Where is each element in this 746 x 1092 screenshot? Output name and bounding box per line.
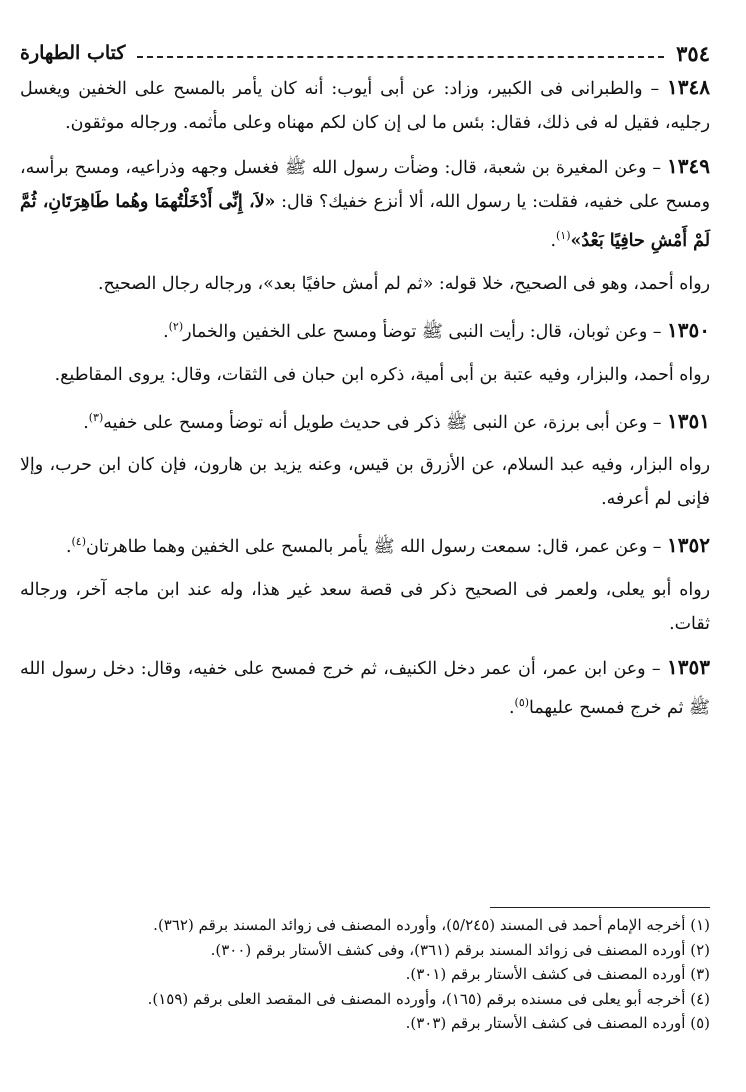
paragraph-text: – والطبرانى فى الكبير، وزاد: عن أبى أيوب: أنه كان يأمر بالمسح على الخفين ويغسل رجليه، فقيل له فى ذلك، فقال: بئس ما لى إن كان لكم مهناه وعلى مأثمه. ورجاله موثقون.	[20, 79, 710, 133]
commentary-paragraph	[20, 358, 710, 392]
paragraph-end: .	[83, 412, 89, 433]
footnote-2: (٢) أورده المصنف فى زوائد المسند برقم (٣٦١)، وفى كشف الأستار برقم (٣٠٠).	[210, 940, 710, 959]
paragraph-text: – وعن ابن عمر، أن عمر دخل الكنيف، ثم خرج فمسح على خفيه، وقال: دخل رسول الله ﷺ ثم خرج فمسح عليهما	[20, 659, 710, 718]
header-rule	[137, 56, 664, 58]
hadith-number: ١٣٥٣	[667, 655, 710, 680]
paragraph-text: رواه البزار، وفيه عبد السلام، عن الأزرق بن قيس، وعنه يزيد بن هارون، فإن كان ابن حرب، وإلا فإنى لم أعرفه.	[20, 455, 710, 510]
prophetic-quote: «لاَ، إِنِّى أَدْخَلْتُهمَا وهُما طَاهِرَتَانِ، ثُمَّ لَمْ أَمْشِ حافِيًا بَعْدُ»	[20, 192, 710, 251]
hadith-paragraph-1353	[20, 650, 710, 725]
footnote-5: (٥) أورده المصنف فى كشف الأستار برقم (٣٠٣).	[405, 1014, 710, 1032]
footnote-ref: (١)	[555, 229, 571, 242]
footnote-1: (١) أخرجه الإمام أحمد فى المسند (٥/٢٤٥)، وأورده المصنف فى زوائد المسند برقم (٣٦٢).	[153, 916, 710, 934]
commentary-paragraph	[20, 267, 710, 301]
footnote-3: (٣) أورده المصنف فى كشف الأستار برقم (٣٠١).	[405, 965, 710, 983]
footnotes	[20, 913, 710, 1036]
book-title: كتاب الطهارة	[20, 42, 126, 64]
hadith-number: ١٣٤٩	[667, 154, 710, 178]
hadith-paragraph-1348	[20, 70, 710, 140]
footnote-4: (٤) أخرجه أبو يعلى فى مسنده برقم (١٦٥)، وأورده المصنف فى المقصد العلى برقم (١٥٩).	[147, 989, 710, 1008]
page-header	[20, 38, 710, 68]
hadith-paragraph-1350	[20, 310, 710, 349]
paragraph-text: – وعن أبى برزة، عن النبى ﷺ ذكر فى حديث طويل أنه توضأ ومسح على خفيه	[103, 412, 668, 433]
footnote-ref: (٢)	[168, 319, 184, 333]
paragraph-end: .	[550, 230, 556, 251]
hadith-number: ١٣٥٠	[667, 317, 710, 342]
footnote-ref: (٥)	[514, 696, 530, 710]
hadith-paragraph-1349	[20, 149, 710, 258]
paragraph-end: .	[508, 697, 515, 718]
hadith-paragraph-1352	[20, 525, 710, 564]
paragraph-text: رواه أحمد، وهو فى الصحيح، خلا قوله: «ثم لم أمش حافيًا بعد»، ورجاله رجال الصحيح.	[97, 273, 710, 294]
hadith-number: ١٣٥١	[667, 408, 710, 433]
paragraph-text: رواه أبو يعلى، ولعمر فى الصحيح ذكر فى قصة سعد غير هذا، وله عند ابن ماجه آخر، ورجاله ثقات.	[20, 580, 710, 635]
main-text	[20, 70, 710, 734]
footnote-ref: (٤)	[71, 535, 86, 549]
footnote-separator	[490, 907, 710, 908]
paragraph-text: – وعن عمر، قال: سمعت رسول الله ﷺ يأمر بالمسح على الخفين وهما طاهرتان	[85, 537, 668, 558]
paragraph-end: .	[65, 537, 72, 558]
paragraph-text: رواه أحمد، والبزار، وفيه عتبة بن أبى أمية، ذكره ابن حبان فى الثقات، وقال: يروى المقاطيع.	[54, 364, 710, 385]
hadith-number: ١٣٤٨	[667, 75, 710, 99]
hadith-number: ١٣٥٢	[667, 533, 710, 558]
hadith-paragraph-1351	[20, 401, 710, 440]
commentary-paragraph	[20, 573, 710, 641]
paragraph-end: .	[163, 321, 169, 342]
footnote-ref: (٣)	[88, 410, 104, 424]
page-number: ٣٥٤	[676, 40, 710, 66]
paragraph-text: – وعن ثوبان، قال: رأيت النبى ﷺ توضأ ومسح على الخفين والخمار	[183, 321, 668, 342]
commentary-paragraph	[20, 448, 710, 516]
paragraph-text: – وعن المغيرة بن شعبة، قال: وضأت رسول الله ﷺ فغسل وجهه وذراعيه، ومسح برأسه، ومسح على خفيه، فقلت: يا رسول الله، ألا أنزع خفيك؟ قال:	[20, 158, 710, 212]
